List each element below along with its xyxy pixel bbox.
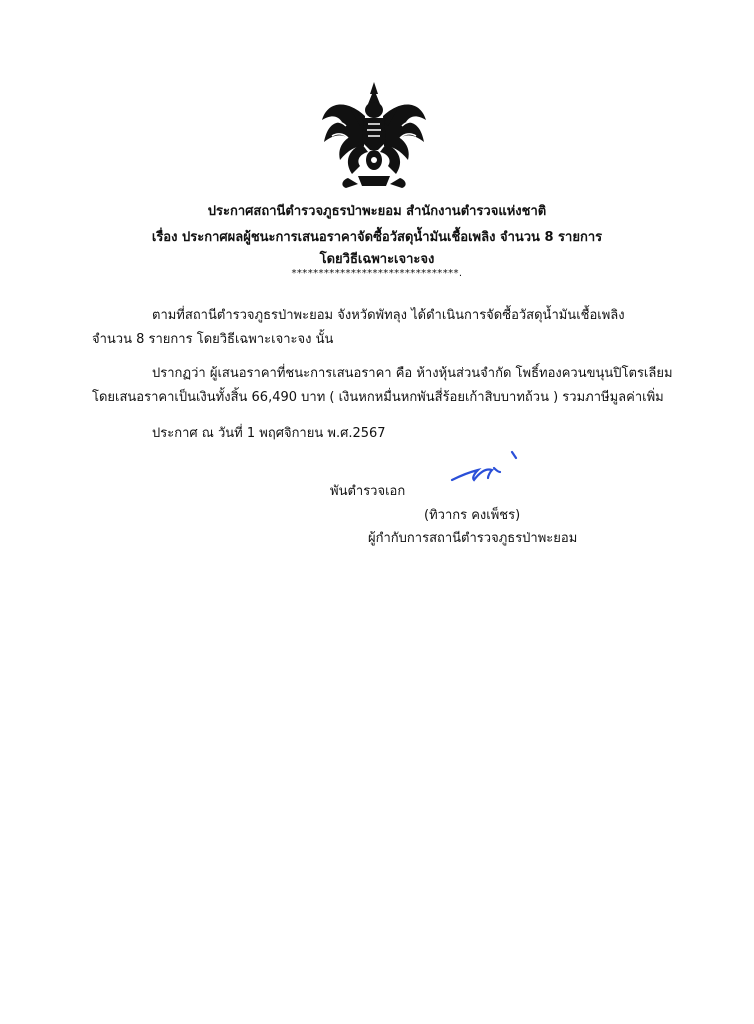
paragraph-1-line-2: จำนวน 8 รายการ โดยวิธีเฉพาะเจาะจง นั้น — [92, 332, 334, 347]
announcement-subject: เรื่อง ประกาศผลผู้ชนะการเสนอราคาจัดซื้อวัสดุน้ำมันเชื้อเพลิง จำนวน 8 รายการ — [151, 230, 603, 245]
announcement-title: ประกาศสถานีตำรวจภูธรป่าพะยอม สำนักงานตำรวจแห่งชาติ — [207, 204, 547, 219]
handwritten-signature-icon — [448, 450, 528, 490]
procurement-method: โดยวิธีเฉพาะเจาะจง — [319, 252, 435, 267]
paragraph-1-line-1: ตามที่สถานีตำรวจภูธรป่าพะยอม จังหวัดพัทลุง ได้ดำเนินการจัดซื้อวัสดุน้ำมันเชื้อเพลิง — [152, 308, 625, 323]
signer-position: ผู้กำกับการสถานีตำรวจภูธรป่าพะยอม — [368, 531, 578, 546]
separator-line: *******************************. — [291, 268, 463, 279]
signer-rank: พันตำรวจเอก — [330, 484, 406, 499]
garuda-emblem-icon — [318, 80, 430, 192]
announcement-date: ประกาศ ณ วันที่ 1 พฤศจิกายน พ.ศ.2567 — [152, 426, 386, 441]
paragraph-2-line-1: ปรากฏว่า ผู้เสนอราคาที่ชนะการเสนอราคา คือ ห้างหุ้นส่วนจำกัด โพธิ์ทองควนขนุนปิโตรเลียม — [152, 366, 673, 381]
signer-name: (ทิวากร คงเพ็ชร) — [424, 508, 521, 523]
paragraph-2-line-2: โดยเสนอราคาเป็นเงินทั้งสิ้น 66,490 บาท ( เงินหกหมื่นหกพันสี่ร้อยเก้าสิบบาทถ้วน ) รวมภาษีมูลค่าเพิ่ม — [92, 390, 664, 405]
